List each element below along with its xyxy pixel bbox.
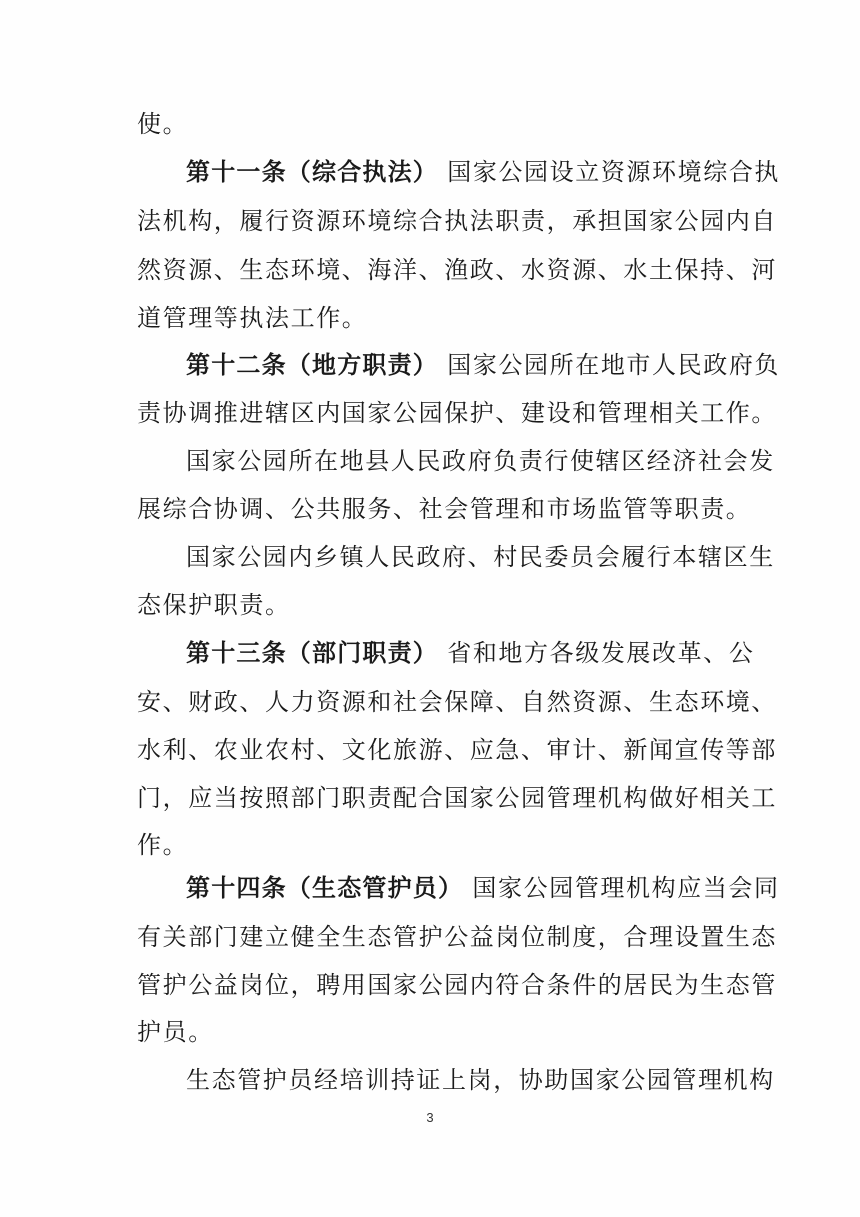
page-number: 3 xyxy=(426,1110,434,1125)
text-line: 生态管护员经培训持证上岗，协助国家公园管理机构 xyxy=(186,1066,775,1094)
text-line: 国家公园内乡镇人民政府、村民委员会履行本辖区生 xyxy=(186,543,775,571)
text-line: 护员。 xyxy=(137,1018,214,1046)
article-13-heading: 第十三条（部门职责） xyxy=(186,639,438,667)
text-line: 作。 xyxy=(137,831,189,859)
text-line: 有关部门建立健全生态管护公益岗位制度，合理设置生态 xyxy=(137,923,777,951)
text-line: 管护公益岗位，聘用国家公园内符合条件的居民为生态管 xyxy=(137,971,777,999)
text-line: 道管理等执法工作。 xyxy=(137,304,368,332)
article-12-heading: 第十二条（地方职责） xyxy=(186,351,438,379)
text-line: 法机构，履行资源环境综合执法职责，承担国家公园内自 xyxy=(137,207,777,235)
article-14-heading: 第十四条（生态管护员） xyxy=(186,874,464,902)
text-line: 责协调推进辖区内国家公园保护、建设和管理相关工作。 xyxy=(137,399,777,427)
text-line: 安、财政、人力资源和社会保障、自然资源、生态环境、 xyxy=(137,688,777,716)
text-line: 展综合协调、公共服务、社会管理和市场监管等职责。 xyxy=(137,495,752,523)
article-13-heading-line: 第十三条（部门职责） 省和地方各级发展改革、公 xyxy=(186,639,755,667)
article-11-heading: 第十一条（综合执法） xyxy=(186,158,438,186)
text-line: 国家公园所在地县人民政府负责行使辖区经济社会发 xyxy=(186,447,775,475)
text-line: 使。 xyxy=(137,110,189,138)
article-12-heading-line: 第十二条（地方职责） 国家公园所在地市人民政府负 xyxy=(186,351,781,379)
text-line: 态保护职责。 xyxy=(137,591,291,619)
text-line: 然资源、生态环境、海洋、渔政、水资源、水土保持、河 xyxy=(137,256,777,284)
article-11-heading-line: 第十一条（综合执法） 国家公园设立资源环境综合执 xyxy=(186,158,781,186)
article-14-heading-line: 第十四条（生态管护员） 国家公园管理机构应当会同 xyxy=(186,874,780,902)
text-line: 门，应当按照部门职责配合国家公园管理机构做好相关工 xyxy=(137,784,777,812)
text-line: 水利、农业农村、文化旅游、应急、审计、新闻宣传等部 xyxy=(137,736,777,764)
